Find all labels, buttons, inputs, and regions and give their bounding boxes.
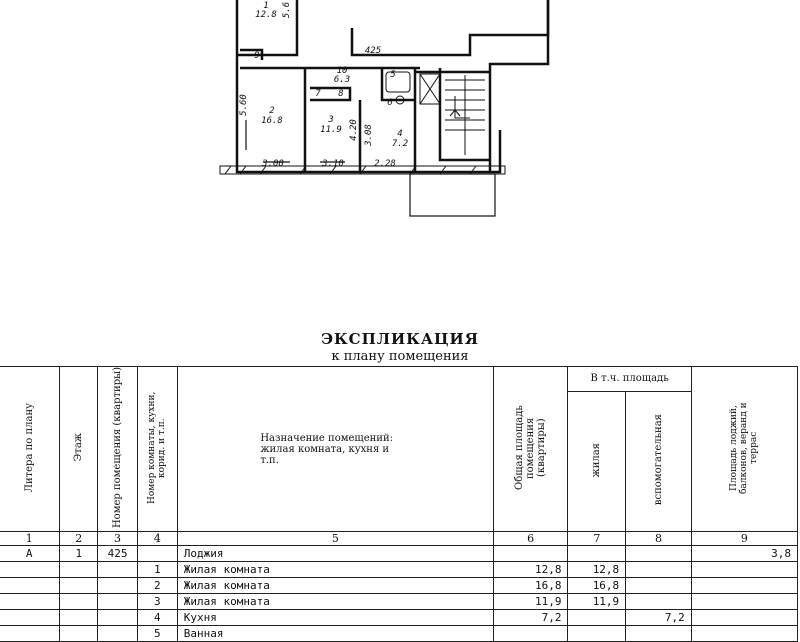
cell-room: 3 xyxy=(137,594,177,610)
cell-living xyxy=(568,610,626,626)
cell-total: 7,2 xyxy=(493,610,568,626)
header-incl-group: В т.ч. площадь xyxy=(568,367,691,392)
cell-total: 11,9 xyxy=(493,594,568,610)
cell-living: 12,8 xyxy=(568,562,626,578)
dim-5-6: 5.6 xyxy=(282,1,292,19)
header-living: жилая xyxy=(568,391,626,531)
cell-living: 11,9 xyxy=(568,594,626,610)
room-10-area: 6.3 xyxy=(333,75,351,85)
header-total-area: Общая площадь помещения (квартиры) xyxy=(493,367,568,532)
cell-litera xyxy=(0,610,60,626)
cell-floor xyxy=(60,562,98,578)
table-row xyxy=(0,610,798,626)
room-8-number: 8 xyxy=(338,89,344,99)
cell-aux xyxy=(626,578,692,594)
cell-aux xyxy=(626,626,692,642)
room-9-number: 9 xyxy=(254,51,260,61)
loggia xyxy=(410,174,495,216)
wall-corridor xyxy=(352,0,548,55)
cell-balcony xyxy=(691,594,797,610)
header-litera: Литера по плану xyxy=(0,367,60,532)
column-number-row xyxy=(0,532,798,546)
table-row xyxy=(0,594,798,610)
room-4-area: 7.2 xyxy=(391,139,409,149)
cell-litera: А xyxy=(0,546,60,562)
cell-aux: 7,2 xyxy=(626,610,692,626)
apartment-number: 425 xyxy=(364,46,382,56)
cell-total xyxy=(493,626,568,642)
table-row xyxy=(0,578,798,594)
cell-balcony xyxy=(691,626,797,642)
cell-room: 2 xyxy=(137,578,177,594)
cell-living xyxy=(568,546,626,562)
floor-plan xyxy=(0,0,800,240)
cell-room: 1 xyxy=(137,562,177,578)
col-number: 3 xyxy=(98,532,138,546)
room-6-number: 6 xyxy=(387,98,393,108)
header-auxiliary: вспомогательная xyxy=(626,391,692,531)
col-number: 2 xyxy=(60,532,98,546)
col-number: 7 xyxy=(568,532,626,546)
room-1-number: 1 xyxy=(263,1,269,11)
cell-balcony xyxy=(691,562,797,578)
cell-floor xyxy=(60,594,98,610)
cell-name: Ванная xyxy=(177,626,493,642)
cell-apt xyxy=(98,594,138,610)
cell-floor xyxy=(60,626,98,642)
room-2-area: 16.8 xyxy=(261,116,283,126)
cell-room: 4 xyxy=(137,610,177,626)
header-room-no: Номер комнаты, кухни, корид. и т.п. xyxy=(137,367,177,532)
cell-balcony xyxy=(691,578,797,594)
cell-floor xyxy=(60,578,98,594)
cell-litera xyxy=(0,626,60,642)
cell-total xyxy=(493,546,568,562)
room-5-number: 5 xyxy=(390,70,396,80)
cell-balcony: 3,8 xyxy=(691,546,797,562)
cell-name: Жилая комната xyxy=(177,594,493,610)
cell-apt xyxy=(98,610,138,626)
col-number: 6 xyxy=(493,532,568,546)
dim-5-60: 5.60 xyxy=(239,94,249,116)
room-10-number: 10 xyxy=(336,66,348,76)
cell-aux xyxy=(626,594,692,610)
wall-right xyxy=(490,0,548,172)
cell-aux xyxy=(626,546,692,562)
cell-apt: 425 xyxy=(98,546,138,562)
cell-living xyxy=(568,626,626,642)
cell-name: Жилая комната xyxy=(177,562,493,578)
dim-3-10: 3.10 xyxy=(322,159,344,169)
room-7-number: 7 xyxy=(315,89,321,99)
explication-subtitle: к плану помещения xyxy=(331,349,469,364)
cell-aux xyxy=(626,562,692,578)
cell-litera xyxy=(0,578,60,594)
explication-title: ЭКСПЛИКАЦИЯ xyxy=(321,330,479,348)
header-purpose: Назначение помещений: жилая комната, кухня и т.п. xyxy=(177,367,493,532)
header-apt-no: Номер помещения (квартиры) xyxy=(98,367,138,532)
header-balcony: Площадь лоджий, балконов, веранд и террас xyxy=(691,367,797,532)
cell-total: 12,8 xyxy=(493,562,568,578)
dim-4-20: 4.20 xyxy=(349,119,359,141)
table-row xyxy=(0,546,798,562)
room-1-area: 12.8 xyxy=(255,10,277,20)
cell-litera xyxy=(0,594,60,610)
room-2-number: 2 xyxy=(269,106,275,116)
header-floor: Этаж xyxy=(60,367,98,532)
cell-name: Лоджия xyxy=(177,546,493,562)
explication-table xyxy=(0,366,798,642)
stair-icon xyxy=(420,74,485,155)
room-3-area: 11.9 xyxy=(320,125,342,135)
room-3-number: 3 xyxy=(328,115,334,125)
cell-apt xyxy=(98,626,138,642)
cell-room: 5 xyxy=(137,626,177,642)
table-row xyxy=(0,626,798,642)
cell-name: Жилая комната xyxy=(177,578,493,594)
col-number: 1 xyxy=(0,532,60,546)
cell-room xyxy=(137,546,177,562)
cell-apt xyxy=(98,578,138,594)
col-number: 4 xyxy=(137,532,177,546)
col-number: 8 xyxy=(626,532,692,546)
cell-floor xyxy=(60,610,98,626)
dim-3-08: 3.08 xyxy=(364,124,374,146)
col-number: 5 xyxy=(177,532,493,546)
cell-floor: 1 xyxy=(60,546,98,562)
col-number: 9 xyxy=(691,532,797,546)
cell-balcony xyxy=(691,610,797,626)
cell-apt xyxy=(98,562,138,578)
dim-3-00: 3.00 xyxy=(262,159,284,169)
cell-living: 16,8 xyxy=(568,578,626,594)
cell-litera xyxy=(0,562,60,578)
dim-2-28: 2.28 xyxy=(374,159,396,169)
table-row xyxy=(0,562,798,578)
room-4-number: 4 xyxy=(397,129,403,139)
cell-total: 16,8 xyxy=(493,578,568,594)
cell-name: Кухня xyxy=(177,610,493,626)
